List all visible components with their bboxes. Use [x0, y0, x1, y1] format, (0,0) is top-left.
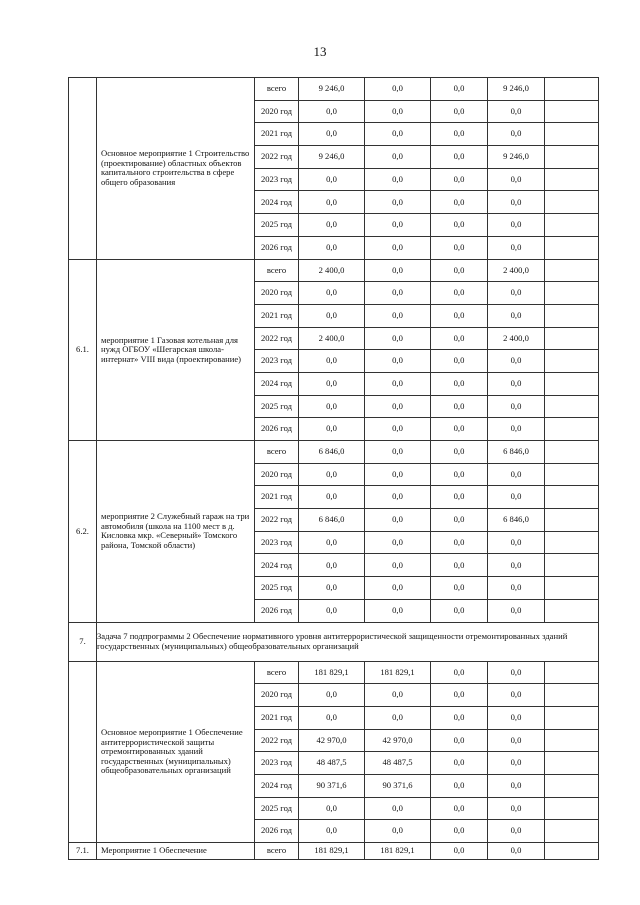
value-cell-v3: 0,0 — [431, 554, 488, 577]
value-cell-v3: 0,0 — [431, 843, 488, 860]
value-cell-v1: 0,0 — [299, 100, 365, 123]
year-cell: всего — [255, 441, 299, 464]
value-cell-v3: 0,0 — [431, 577, 488, 600]
empty-cell — [545, 100, 599, 123]
value-cell-v4: 0,0 — [488, 463, 545, 486]
value-cell-v1: 0,0 — [299, 350, 365, 373]
value-cell-v1: 0,0 — [299, 463, 365, 486]
year-cell: 2022 год — [255, 327, 299, 350]
value-cell-v2: 0,0 — [365, 684, 431, 707]
value-cell-v3: 0,0 — [431, 100, 488, 123]
table-row — [69, 78, 599, 101]
value-cell-v4: 2 400,0 — [488, 327, 545, 350]
value-cell-v1: 0,0 — [299, 706, 365, 729]
value-cell-v1: 0,0 — [299, 236, 365, 259]
value-cell-v3: 0,0 — [431, 752, 488, 775]
year-cell: 2024 год — [255, 372, 299, 395]
value-cell-v4: 0,0 — [488, 486, 545, 509]
value-cell-v4: 0,0 — [488, 214, 545, 237]
value-cell-v3: 0,0 — [431, 509, 488, 532]
activity-name-cell: Основное мероприятие 1 Строительство (проектирование) областных объектов капитального строительства в сфере общего образования — [97, 78, 255, 260]
value-cell-v3: 0,0 — [431, 168, 488, 191]
value-cell-v3: 0,0 — [431, 774, 488, 797]
year-cell: 2024 год — [255, 554, 299, 577]
value-cell-v4: 0,0 — [488, 752, 545, 775]
value-cell-v4: 0,0 — [488, 418, 545, 441]
value-cell-v2: 0,0 — [365, 304, 431, 327]
value-cell-v1: 0,0 — [299, 577, 365, 600]
value-cell-v3: 0,0 — [431, 214, 488, 237]
value-cell-v3: 0,0 — [431, 441, 488, 464]
value-cell-v2: 42 970,0 — [365, 729, 431, 752]
value-cell-v1: 42 970,0 — [299, 729, 365, 752]
value-cell-v2: 0,0 — [365, 486, 431, 509]
value-cell-v2: 0,0 — [365, 372, 431, 395]
value-cell-v3: 0,0 — [431, 327, 488, 350]
value-cell-v3: 0,0 — [431, 418, 488, 441]
row-number-cell: 7.1. — [69, 843, 97, 860]
value-cell-v2: 0,0 — [365, 395, 431, 418]
value-cell-v4: 0,0 — [488, 820, 545, 843]
value-cell-v2: 0,0 — [365, 168, 431, 191]
value-cell-v3: 0,0 — [431, 350, 488, 373]
value-cell-v4: 0,0 — [488, 554, 545, 577]
value-cell-v4: 2 400,0 — [488, 259, 545, 282]
table-row — [69, 843, 599, 860]
value-cell-v3: 0,0 — [431, 123, 488, 146]
value-cell-v4: 0,0 — [488, 684, 545, 707]
year-cell: 2025 год — [255, 577, 299, 600]
value-cell-v4: 0,0 — [488, 729, 545, 752]
empty-cell — [545, 350, 599, 373]
value-cell-v2: 0,0 — [365, 577, 431, 600]
value-cell-v3: 0,0 — [431, 531, 488, 554]
value-cell-v1: 0,0 — [299, 395, 365, 418]
value-cell-v3: 0,0 — [431, 236, 488, 259]
year-cell: 2021 год — [255, 706, 299, 729]
value-cell-v4: 0,0 — [488, 123, 545, 146]
value-cell-v4: 0,0 — [488, 706, 545, 729]
value-cell-v1: 6 846,0 — [299, 441, 365, 464]
empty-cell — [545, 706, 599, 729]
value-cell-v3: 0,0 — [431, 372, 488, 395]
value-cell-v2: 0,0 — [365, 509, 431, 532]
empty-cell — [545, 123, 599, 146]
value-cell-v4: 0,0 — [488, 168, 545, 191]
year-cell: 2021 год — [255, 486, 299, 509]
year-cell: всего — [255, 661, 299, 684]
value-cell-v2: 0,0 — [365, 350, 431, 373]
value-cell-v4: 0,0 — [488, 100, 545, 123]
value-cell-v3: 0,0 — [431, 259, 488, 282]
empty-cell — [545, 214, 599, 237]
financing-table — [68, 77, 599, 860]
value-cell-v3: 0,0 — [431, 304, 488, 327]
value-cell-v3: 0,0 — [431, 146, 488, 169]
empty-cell — [545, 78, 599, 101]
task-number-cell: 7. — [69, 622, 97, 661]
year-cell: 2020 год — [255, 684, 299, 707]
value-cell-v1: 0,0 — [299, 797, 365, 820]
activity-name-cell: мероприятие 1 Газовая котельная для нужд ОГБОУ «Шегарская школа-интернат» VIII вида (проектирование) — [97, 259, 255, 441]
value-cell-v4: 6 846,0 — [488, 509, 545, 532]
empty-cell — [545, 372, 599, 395]
task-text-cell: Задача 7 подпрограммы 2 Обеспечение нормативного уровня антитеррористической защищенности отремонтированных зданий государственных (муниципальных) общеобразовательных организаций — [97, 622, 599, 661]
empty-cell — [545, 327, 599, 350]
year-cell: 2023 год — [255, 531, 299, 554]
year-cell: всего — [255, 843, 299, 860]
value-cell-v3: 0,0 — [431, 729, 488, 752]
year-cell: 2023 год — [255, 752, 299, 775]
year-cell: 2026 год — [255, 236, 299, 259]
empty-cell — [545, 168, 599, 191]
empty-cell — [545, 661, 599, 684]
value-cell-v3: 0,0 — [431, 820, 488, 843]
table-row — [69, 661, 599, 684]
value-cell-v1: 48 487,5 — [299, 752, 365, 775]
row-number-cell — [69, 78, 97, 260]
value-cell-v2: 0,0 — [365, 146, 431, 169]
year-cell: всего — [255, 259, 299, 282]
empty-cell — [545, 599, 599, 622]
value-cell-v2: 0,0 — [365, 463, 431, 486]
empty-cell — [545, 531, 599, 554]
value-cell-v2: 90 371,6 — [365, 774, 431, 797]
value-cell-v4: 0,0 — [488, 282, 545, 305]
value-cell-v2: 181 829,1 — [365, 661, 431, 684]
value-cell-v3: 0,0 — [431, 706, 488, 729]
value-cell-v4: 0,0 — [488, 531, 545, 554]
table-row — [69, 259, 599, 282]
value-cell-v4: 0,0 — [488, 395, 545, 418]
value-cell-v2: 0,0 — [365, 531, 431, 554]
value-cell-v4: 0,0 — [488, 797, 545, 820]
value-cell-v1: 0,0 — [299, 418, 365, 441]
row-number-cell — [69, 661, 97, 843]
value-cell-v4: 0,0 — [488, 577, 545, 600]
value-cell-v2: 0,0 — [365, 282, 431, 305]
value-cell-v1: 181 829,1 — [299, 661, 365, 684]
empty-cell — [545, 774, 599, 797]
row-number-cell: 6.2. — [69, 441, 97, 623]
value-cell-v2: 0,0 — [365, 441, 431, 464]
task-row — [69, 622, 599, 661]
value-cell-v1: 0,0 — [299, 554, 365, 577]
value-cell-v1: 0,0 — [299, 304, 365, 327]
value-cell-v2: 0,0 — [365, 123, 431, 146]
value-cell-v4: 0,0 — [488, 191, 545, 214]
value-cell-v4: 9 246,0 — [488, 146, 545, 169]
value-cell-v2: 0,0 — [365, 820, 431, 843]
value-cell-v2: 0,0 — [365, 706, 431, 729]
empty-cell — [545, 282, 599, 305]
year-cell: 2020 год — [255, 282, 299, 305]
value-cell-v3: 0,0 — [431, 395, 488, 418]
value-cell-v3: 0,0 — [431, 661, 488, 684]
value-cell-v4: 0,0 — [488, 350, 545, 373]
year-cell: 2024 год — [255, 191, 299, 214]
empty-cell — [545, 820, 599, 843]
value-cell-v4: 0,0 — [488, 236, 545, 259]
year-cell: 2022 год — [255, 146, 299, 169]
value-cell-v1: 0,0 — [299, 820, 365, 843]
activity-name-cell: Мероприятие 1 Обеспечение — [97, 843, 255, 860]
value-cell-v4: 0,0 — [488, 774, 545, 797]
empty-cell — [545, 259, 599, 282]
value-cell-v2: 0,0 — [365, 327, 431, 350]
value-cell-v2: 181 829,1 — [365, 843, 431, 860]
value-cell-v2: 0,0 — [365, 78, 431, 101]
empty-cell — [545, 146, 599, 169]
empty-cell — [545, 441, 599, 464]
year-cell: 2020 год — [255, 463, 299, 486]
year-cell: 2022 год — [255, 509, 299, 532]
empty-cell — [545, 304, 599, 327]
value-cell-v3: 0,0 — [431, 78, 488, 101]
value-cell-v4: 0,0 — [488, 661, 545, 684]
value-cell-v3: 0,0 — [431, 599, 488, 622]
empty-cell — [545, 463, 599, 486]
value-cell-v1: 0,0 — [299, 214, 365, 237]
year-cell: 2021 год — [255, 304, 299, 327]
value-cell-v2: 0,0 — [365, 259, 431, 282]
empty-cell — [545, 843, 599, 860]
value-cell-v3: 0,0 — [431, 486, 488, 509]
value-cell-v1: 181 829,1 — [299, 843, 365, 860]
value-cell-v1: 0,0 — [299, 531, 365, 554]
year-cell: 2021 год — [255, 123, 299, 146]
empty-cell — [545, 684, 599, 707]
activity-name-cell: Основное мероприятие 1 Обеспечение антитеррористической защиты отремонтированных зданий государственных (муниципальных) общеобразовательных организаций — [97, 661, 255, 843]
value-cell-v1: 0,0 — [299, 282, 365, 305]
value-cell-v1: 0,0 — [299, 684, 365, 707]
value-cell-v1: 0,0 — [299, 599, 365, 622]
value-cell-v4: 9 246,0 — [488, 78, 545, 101]
year-cell: 2022 год — [255, 729, 299, 752]
value-cell-v3: 0,0 — [431, 191, 488, 214]
value-cell-v1: 6 846,0 — [299, 509, 365, 532]
year-cell: 2024 год — [255, 774, 299, 797]
empty-cell — [545, 577, 599, 600]
value-cell-v2: 0,0 — [365, 418, 431, 441]
year-cell: 2023 год — [255, 350, 299, 373]
activity-name-cell: мероприятие 2 Служебный гараж на три автомобиля (школа на 1100 мест в д. Кисловка мкр. «Северный» Томского района, Томской области) — [97, 441, 255, 623]
value-cell-v3: 0,0 — [431, 282, 488, 305]
value-cell-v2: 0,0 — [365, 554, 431, 577]
empty-cell — [545, 729, 599, 752]
year-cell: 2025 год — [255, 797, 299, 820]
value-cell-v1: 0,0 — [299, 123, 365, 146]
value-cell-v3: 0,0 — [431, 463, 488, 486]
row-number-cell: 6.1. — [69, 259, 97, 441]
value-cell-v2: 0,0 — [365, 599, 431, 622]
empty-cell — [545, 752, 599, 775]
value-cell-v1: 0,0 — [299, 191, 365, 214]
value-cell-v1: 0,0 — [299, 168, 365, 191]
value-cell-v1: 9 246,0 — [299, 78, 365, 101]
value-cell-v4: 0,0 — [488, 599, 545, 622]
value-cell-v1: 2 400,0 — [299, 327, 365, 350]
value-cell-v2: 0,0 — [365, 236, 431, 259]
year-cell: 2026 год — [255, 820, 299, 843]
value-cell-v2: 0,0 — [365, 214, 431, 237]
value-cell-v4: 0,0 — [488, 843, 545, 860]
empty-cell — [545, 418, 599, 441]
year-cell: всего — [255, 78, 299, 101]
value-cell-v1: 90 371,6 — [299, 774, 365, 797]
empty-cell — [545, 554, 599, 577]
year-cell: 2026 год — [255, 418, 299, 441]
value-cell-v4: 6 846,0 — [488, 441, 545, 464]
year-cell: 2025 год — [255, 214, 299, 237]
table-row — [69, 441, 599, 464]
year-cell: 2020 год — [255, 100, 299, 123]
page-number: 13 — [313, 44, 327, 59]
value-cell-v2: 0,0 — [365, 797, 431, 820]
value-cell-v2: 48 487,5 — [365, 752, 431, 775]
empty-cell — [545, 509, 599, 532]
value-cell-v1: 0,0 — [299, 372, 365, 395]
value-cell-v2: 0,0 — [365, 100, 431, 123]
value-cell-v2: 0,0 — [365, 191, 431, 214]
year-cell: 2023 год — [255, 168, 299, 191]
empty-cell — [545, 191, 599, 214]
empty-cell — [545, 236, 599, 259]
empty-cell — [545, 395, 599, 418]
year-cell: 2025 год — [255, 395, 299, 418]
value-cell-v1: 2 400,0 — [299, 259, 365, 282]
value-cell-v4: 0,0 — [488, 304, 545, 327]
value-cell-v4: 0,0 — [488, 372, 545, 395]
value-cell-v1: 9 246,0 — [299, 146, 365, 169]
empty-cell — [545, 797, 599, 820]
empty-cell — [545, 486, 599, 509]
value-cell-v3: 0,0 — [431, 684, 488, 707]
value-cell-v3: 0,0 — [431, 797, 488, 820]
year-cell: 2026 год — [255, 599, 299, 622]
value-cell-v1: 0,0 — [299, 486, 365, 509]
